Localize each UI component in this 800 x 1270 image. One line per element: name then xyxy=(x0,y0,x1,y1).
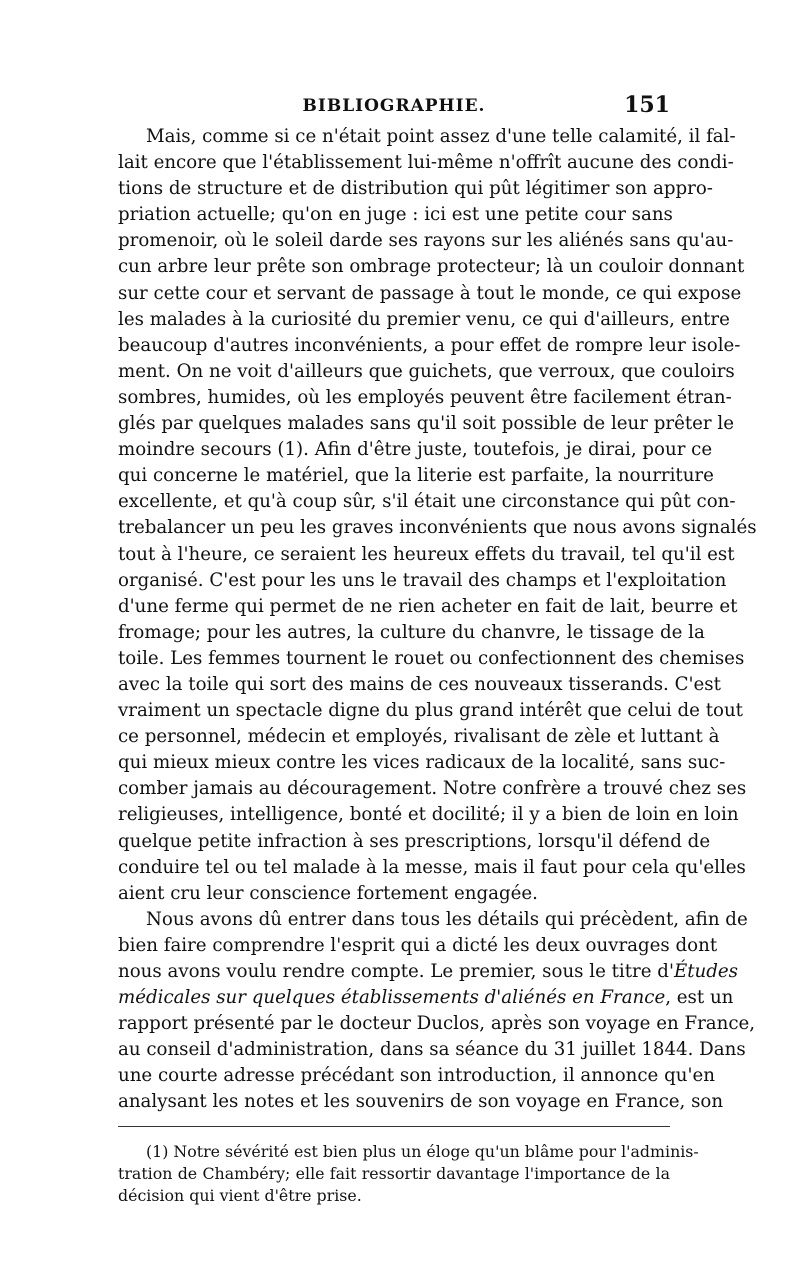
text-line: tout à l'heure, ce seraient les heureux effets du travail, tel qu'il est xyxy=(118,543,735,565)
text-fragment: , est un xyxy=(665,987,734,1009)
text-fragment: nous avons voulu rendre compte. Le premier, sous le titre d' xyxy=(118,961,674,982)
text-line: excellente, et qu'à coup sûr, s'il était une circonstance qui pût con- xyxy=(118,491,736,513)
text-line: trebalancer un peu les graves inconvénients que nous avons signalés xyxy=(118,517,757,539)
paragraph-1 xyxy=(118,124,757,907)
text-line: quelque petite infraction à ses prescriptions, lorsqu'il défend de xyxy=(118,830,711,852)
text-line: comber jamais au découragement. Notre confrère a trouvé chez ses xyxy=(118,778,747,800)
text-line xyxy=(118,985,734,1011)
footnote xyxy=(118,1141,699,1207)
text-line: ce personnel, médecin et employés, rivalisant de zèle et luttant à xyxy=(118,726,720,748)
text-line: lait encore que l'établissement lui-même n'offrît aucune des condi- xyxy=(118,152,734,174)
text-line: Mais, comme si ce n'était point assez d'une telle calamité, il fal- xyxy=(146,126,736,147)
text-line: Nous avons dû entrer dans tous les détails qui précèdent, afin de xyxy=(146,908,748,930)
book-title-italic: médicales sur quelques établissements d'aliénés en France xyxy=(118,987,666,1009)
text-line: les malades à la curiosité du premier venu, ce qui d'ailleurs, entre xyxy=(118,308,730,330)
text-line: fromage; pour les autres, la culture du chanvre, le tissage de la xyxy=(118,621,705,643)
text-line: sur cette cour et servant de passage à tout le monde, ce qui expose xyxy=(118,282,742,304)
text-line: au conseil d'administration, dans sa séance du 31 juillet 1844. Dans xyxy=(118,1039,746,1061)
text-line: d'une ferme qui permet de ne rien acheter en fait de lait, beurre et xyxy=(118,595,738,617)
page-number: 151 xyxy=(624,92,670,118)
text-line: qui concerne le matériel, que la literie est parfaite, la nourriture xyxy=(118,465,714,487)
running-head xyxy=(118,92,670,122)
text-line: vraiment un spectacle digne du plus grand intérêt que celui de tout xyxy=(118,700,743,722)
book-title-italic: Études xyxy=(673,961,738,982)
body-text xyxy=(118,124,757,1116)
text-line: ment. On ne voit d'ailleurs que guichets, que verroux, que couloirs xyxy=(118,360,735,382)
text-line: promenoir, où le soleil darde ses rayons sur les aliénés sans qu'au- xyxy=(118,230,734,252)
text-line: rapport présenté par le docteur Duclos, après son voyage en France, xyxy=(118,1013,756,1035)
running-title: BIBLIOGRAPHIE. xyxy=(302,96,486,116)
text-line: tions de structure et de distribution qui pût légitimer son appro- xyxy=(118,178,713,200)
text-line: aient cru leur conscience fortement engagée. xyxy=(118,882,538,904)
text-line: sombres, humides, où les employés peuvent être facilement étran- xyxy=(118,386,732,408)
text-line: moindre secours (1). Afin d'être juste, toutefois, je dirai, pour ce xyxy=(118,439,713,461)
text-line: conduire tel ou tel malade à la messe, mais il faut pour cela qu'elles xyxy=(118,856,746,878)
text-line: bien faire comprendre l'esprit qui a dicté les deux ouvrages dont xyxy=(118,934,718,956)
footnote-rule xyxy=(118,1126,670,1127)
text-line: organisé. C'est pour les uns le travail des champs et l'exploitation xyxy=(118,569,727,591)
text-line: priation actuelle; qu'on en juge : ici est une petite cour sans xyxy=(118,204,673,226)
text-line: beaucoup d'autres inconvénients, a pour effet de rompre leur isole- xyxy=(118,334,741,356)
text-line: cun arbre leur prête son ombrage protecteur; là un couloir donnant xyxy=(118,256,745,278)
text-line xyxy=(118,959,738,985)
text-line: religieuses, intelligence, bonté et docilité; il y a bien de loin en loin xyxy=(118,804,739,826)
text-line: une courte adresse précédant son introduction, il annonce qu'en xyxy=(118,1065,715,1087)
text-line: qui mieux mieux contre les vices radicaux de la localité, sans suc- xyxy=(118,752,726,774)
text-line: décision qui vient d'être prise. xyxy=(118,1185,362,1205)
text-line: glés par quelques malades sans qu'il soit possible de leur prêter le xyxy=(118,413,734,435)
text-line: analysant les notes et les souvenirs de son voyage en France, son xyxy=(118,1091,724,1113)
text-line: toile. Les femmes tournent le rouet ou confectionnent des chemises xyxy=(118,647,745,669)
paragraph-2 xyxy=(118,907,756,1116)
text-line: (1) Notre sévérité est bien plus un éloge qu'un blâme pour l'adminis- xyxy=(146,1141,699,1161)
book-page xyxy=(118,92,757,1207)
text-line: avec la toile qui sort des mains de ces nouveaux tisserands. C'est xyxy=(118,673,721,695)
text-line: tration de Chambéry; elle fait ressortir davantage l'importance de la xyxy=(118,1163,670,1183)
